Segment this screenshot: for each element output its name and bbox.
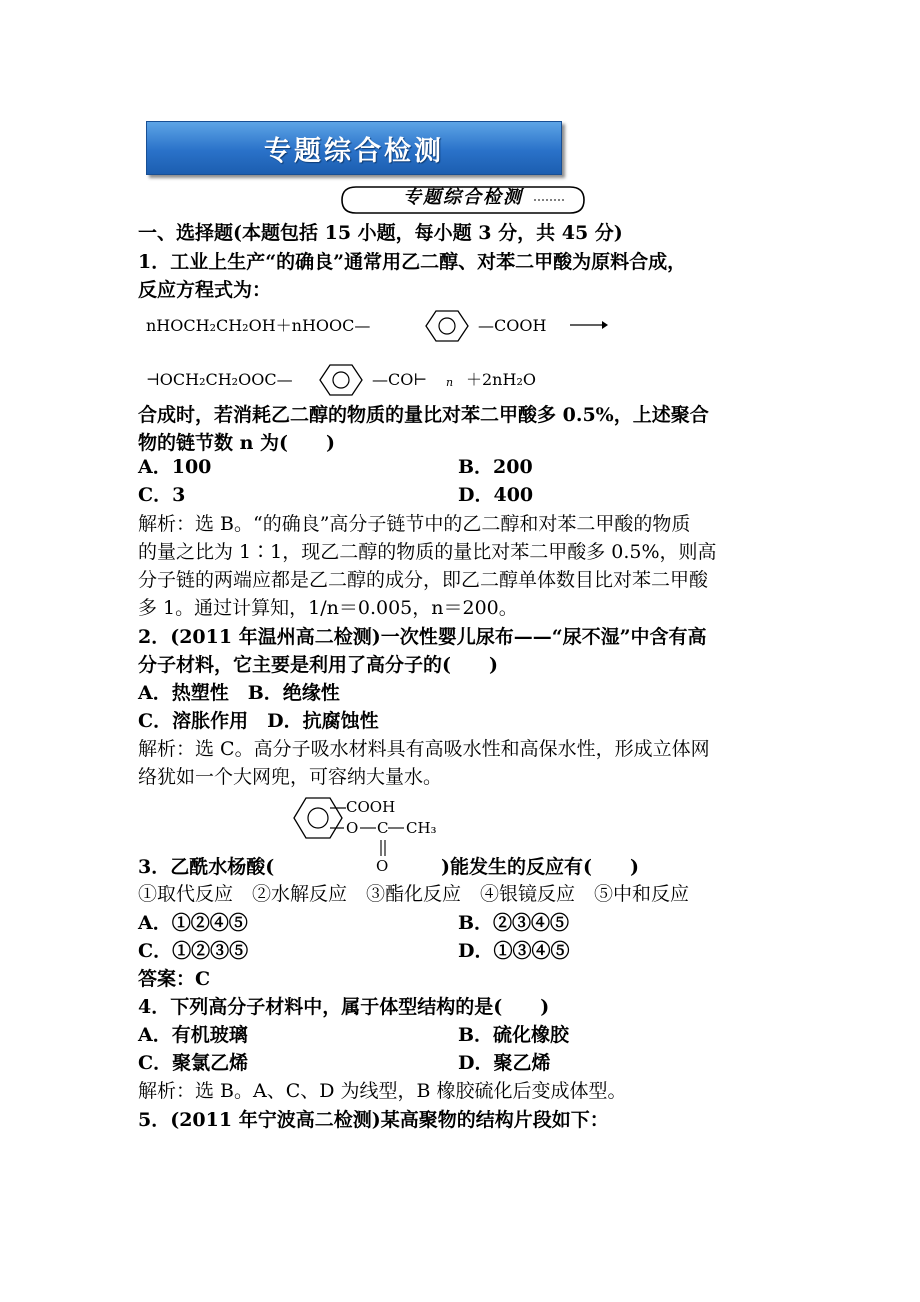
q2-analysis-2: 络犹如一个大网兜，可容纳大量水。 — [138, 766, 443, 788]
q3-option-a: A．①②④⑤ — [138, 912, 248, 934]
q3-choices: ①取代反应 ②水解反应 ③酯化反应 ④银镜反应 ⑤中和反应 — [138, 883, 690, 905]
benzene-ring-icon-2 — [306, 362, 376, 398]
subheading: 专题综合检测 — [403, 187, 523, 208]
q1-analysis-3: 分子链的两端应都是乙二醇的成分，即乙二醇单体数目比对苯二甲酸 — [138, 569, 709, 591]
q1-line2: 反应方程式为： — [138, 279, 272, 301]
struct-cooh: COOH — [346, 798, 396, 816]
q2-line2: 分子材料，它主要是利用了高分子的( ) — [138, 654, 498, 676]
banner-title: 专题综合检测 — [264, 135, 444, 167]
q3-option-d: D．①③④⑤ — [458, 940, 570, 962]
q2-analysis-1: 解析：选 C。高分子吸水材料具有高吸水性和高保水性，形成立体网 — [138, 738, 710, 760]
eq1-left: nHOCH₂CH₂OH＋nHOOC— — [146, 316, 371, 335]
q3-stem-b: )能发生的反应有( ) — [441, 856, 639, 878]
q4-stem: 4．下列高分子材料中，属于体型结构的是( ) — [138, 996, 550, 1018]
struct-ch3: CH₃ — [406, 819, 437, 837]
title-banner — [146, 121, 562, 175]
q1-analysis-2: 的量之比为 1∶1，现乙二醇的物质的量比对苯二甲酸多 0.5%，则高 — [138, 541, 717, 563]
q1-option-c: C．3 — [138, 484, 186, 506]
section-heading: 一、选择题(本题包括 15 小题，每小题 3 分，共 45 分) — [138, 222, 623, 244]
struct-o: O — [346, 819, 359, 837]
reaction-arrow-icon — [568, 318, 608, 332]
q2-line1: 2．(2011 年温州高二检测)一次性婴儿尿布——“尿不湿”中含有高 — [138, 626, 707, 648]
q4-option-d: D．聚乙烯 — [458, 1052, 551, 1074]
double-bond-icon — [377, 838, 389, 858]
q4-option-b: B．硫化橡胶 — [458, 1024, 570, 1046]
q1-option-a: A．100 — [138, 456, 212, 478]
q1-analysis-4: 多 1。通过计算知，1/n＝0.005，n＝200。 — [138, 597, 518, 619]
q4-analysis: 解析：选 B。A、C、D 为线型，B 橡胶硫化后变成体型。 — [138, 1080, 627, 1102]
q1-option-b: B．200 — [458, 456, 533, 478]
q3-stem-a: 3．乙酰水杨酸( — [138, 856, 275, 878]
q4-option-a: A．有机玻璃 — [138, 1024, 248, 1046]
eq2-left: ⊣OCH₂CH₂OOC— — [146, 370, 293, 389]
q3-answer: 答案：C — [138, 968, 211, 990]
q1-stem2: 物的链节数 n 为( ) — [138, 432, 336, 454]
q2-options-ab: A．热塑性 B．绝缘性 — [138, 682, 340, 704]
q1-option-d: D．400 — [458, 484, 534, 506]
eq2-tail: ＋2nH₂O — [466, 370, 536, 389]
eq1-right: —COOH — [478, 316, 547, 335]
eq2-subscript-n: n — [446, 376, 454, 389]
struct-c: C — [377, 819, 389, 837]
q4-option-c: C．聚氯乙烯 — [138, 1052, 249, 1074]
struct-o2: O — [376, 857, 389, 875]
q1-line1: 1．工业上生产“的确良”通常用乙二醇、对苯二甲酸为原料合成， — [138, 251, 687, 273]
q2-options-cd: C．溶胀作用 D．抗腐蚀性 — [138, 710, 379, 732]
q3-option-b: B．②③④⑤ — [458, 912, 570, 934]
q1-analysis-1: 解析：选 B。“的确良”高分子链节中的乙二醇和对苯二甲酸的物质 — [138, 513, 691, 535]
benzene-ring-icon — [412, 308, 482, 344]
q1-stem1: 合成时，若消耗乙二醇的物质的量比对苯二甲酸多 0.5%，上述聚合 — [138, 404, 709, 426]
eq2-right: —CO⊢ — [372, 370, 428, 389]
q3-option-c: C．①②③⑤ — [138, 940, 249, 962]
q5-stem: 5．(2011 年宁波高二检测)某高聚物的结构片段如下： — [138, 1109, 609, 1131]
